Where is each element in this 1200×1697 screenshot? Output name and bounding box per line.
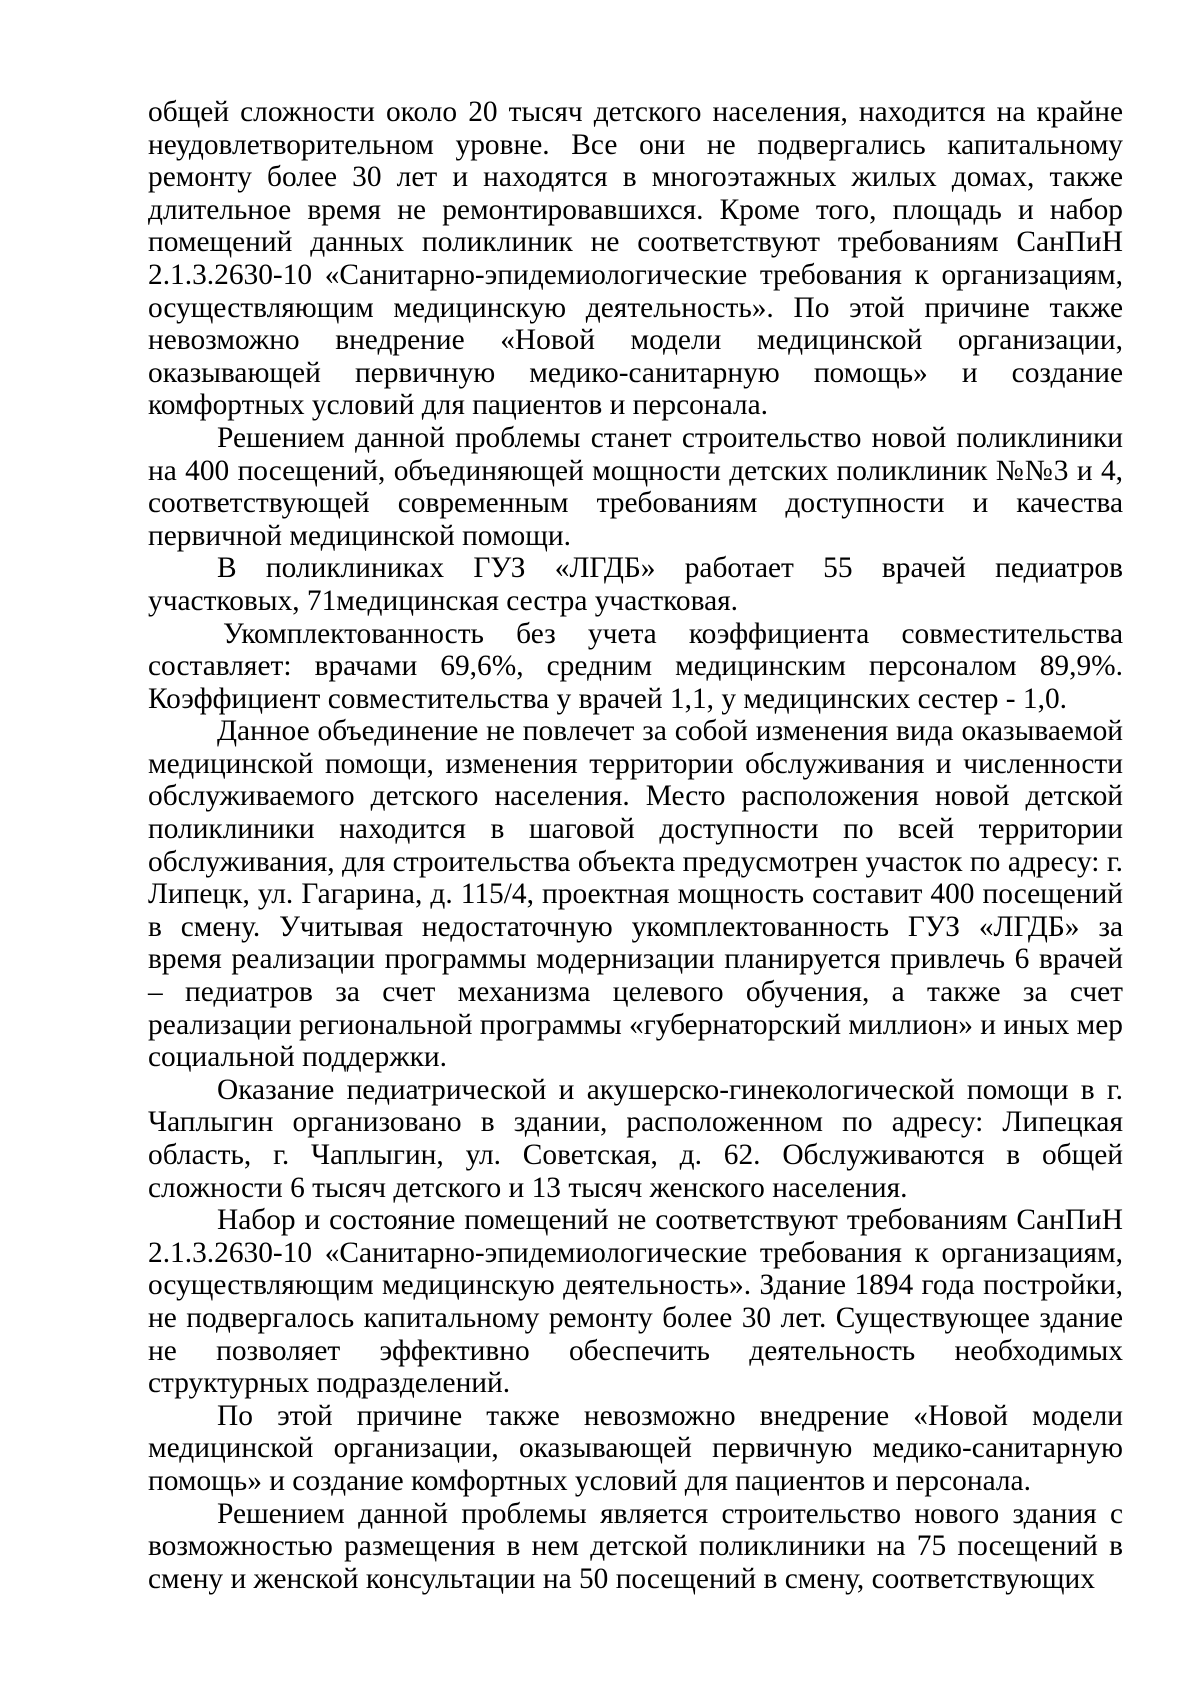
paragraph-merger-details: Данное объединение не повлечет за собой изменения вида оказываемой медицинской помощи, изменения территории обслуживания и численности обслуживаемого детского населения. Место расположения новой детской поликлиники находится в шаговой доступности по всей территории обслуживания, для строительства объекта предусмотрен участок по адресу: г. Липецк, ул. Гагарина, д. 115/4, проектная мощность составит 400 посещений в смену. Учитывая недостаточную укомплектованность ГУЗ «ЛГДБ» за время реализации программы модернизации планируется привлечь 6 врачей – педиатров за счет механизма целевого обучения, а также за счет реализации региональной программы «губернаторский миллион» и иных мер социальной поддержки. <box>148 715 1123 1074</box>
paragraph-continuation: общей сложности около 20 тысяч детского населения, находится на крайне неудовлетворительном уровне. Все они не подвергались капитальному ремонту более 30 лет и находятся в многоэтажных жилых домах, также длительное время не ремонтировавшихся. Кроме того, площадь и набор помещений данных поликлиник не соответствуют требованиям СанПиН 2.1.3.2630-10 «Санитарно-эпидемиологические требования к организациям, осуществляющим медицинскую деятельность». По этой причине также невозможно внедрение «Новой модели медицинской организации, оказывающей первичную медико-санитарную помощь» и создание комфортных условий для пациентов и персонала. <box>148 96 1123 422</box>
paragraph-staffing-level: Укомплектованность без учета коэффициента совместительства составляет: врачами 69,6%, средним медицинским персоналом 89,9%. Коэффициент совместительства у врачей 1,1, у медицинских сестер - 1,0. <box>148 617 1123 715</box>
paragraph-model-impossible: По этой причине также невозможно внедрение «Новой модели медицинской организации, оказывающей первичную медико-санитарную помощь» и создание комфортных условий для пациентов и персонала. <box>148 1399 1123 1497</box>
paragraph-new-polyclinic-solution: Решением данной проблемы станет строительство новой поликлиники на 400 посещений, объединяющей мощности детских поликлиник №№3 и 4, соответствующей современным требованиям доступности и качества первичной медицинской помощи. <box>148 421 1123 552</box>
paragraph-premises-condition: Набор и состояние помещений не соответствуют требованиям СанПиН 2.1.3.2630-10 «Санитарно-эпидемиологические требования к организациям, осуществляющим медицинскую деятельность». Здание 1894 года постройки, не подвергалось капитальному ремонту более 30 лет. Существующее здание не позволяет эффективно обеспечить деятельность необходимых структурных подразделений. <box>148 1204 1123 1400</box>
paragraph-new-building-solution: Решением данной проблемы является строительство нового здания с возможностью размещения в нем детской поликлиники на 75 посещений в смену и женской консультации на 50 посещений в смену, соответствующих <box>148 1497 1123 1595</box>
document-page <box>148 96 1123 1595</box>
paragraph-staff-count: В поликлиниках ГУЗ «ЛГДБ» работает 55 врачей педиатров участковых, 71медицинская сестра участковая. <box>148 552 1123 617</box>
paragraph-chaplygin-care: Оказание педиатрической и акушерско-гинекологической помощи в г. Чаплыгин организовано в здании, расположенном по адресу: Липецкая область, г. Чаплыгин, ул. Советская, д. 62. Обслуживаются в общей сложности 6 тысяч детского и 13 тысяч женского населения. <box>148 1073 1123 1204</box>
